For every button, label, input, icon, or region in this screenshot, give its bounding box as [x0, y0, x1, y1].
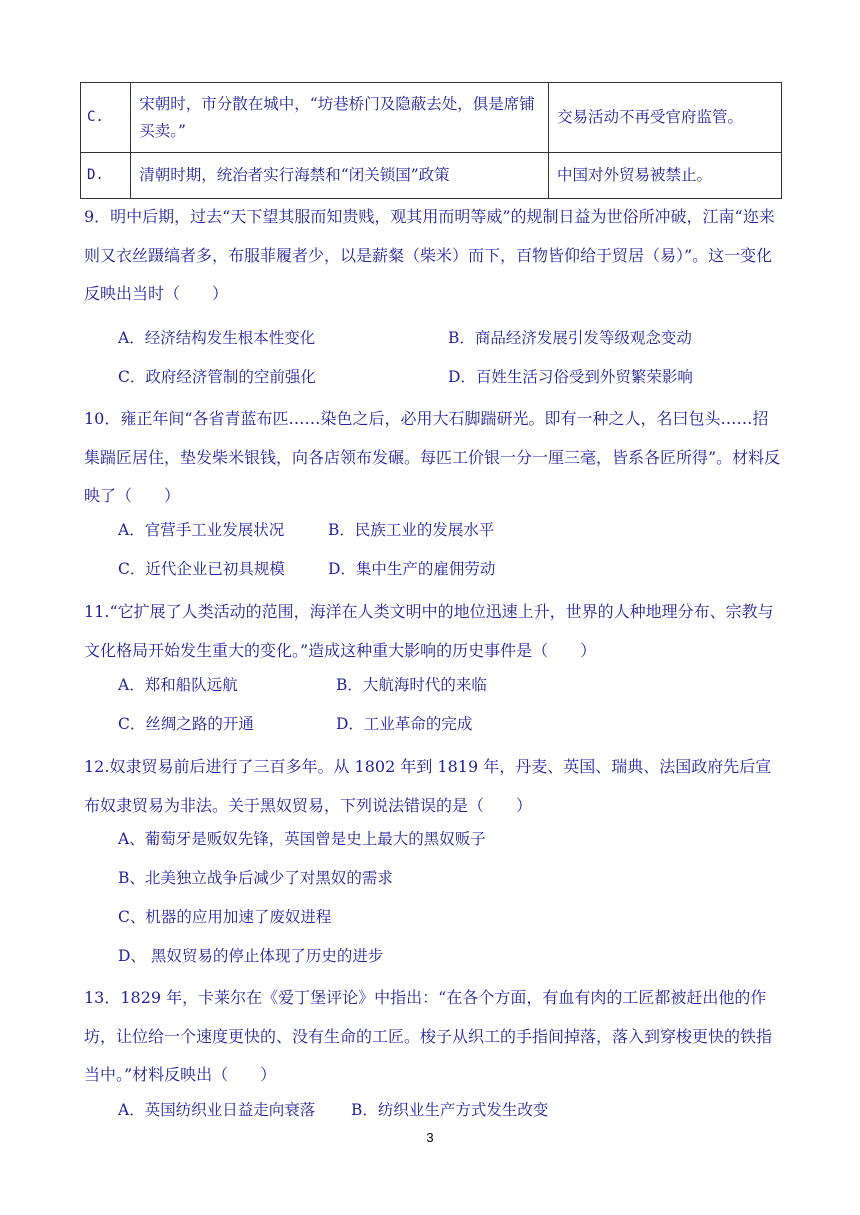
- option-material: 宋朝时，市分散在城中，“坊巷桥门及隐蔽去处，俱是席铺买卖。”: [131, 83, 549, 153]
- table-row: [81, 153, 782, 199]
- question-option: A．经济结构发生根本性变化: [118, 329, 316, 347]
- question-option: B．纺织业生产方式发生改变: [351, 1101, 549, 1119]
- question-option: B．大航海时代的来临: [336, 676, 487, 694]
- question-stem: 13．1829 年，卡莱尔在《爱丁堡评论》中指出：“在各个方面，有血有肉的工匠都被赶出他的作坊，让位给一个速度更快的、没有生命的工匠。梭子从织工的手指间掉落，落入到穿梭更快的铁指当中。”材料反映出（ ）: [84, 988, 773, 1084]
- question-option: D．集中生产的雇佣劳动: [328, 560, 496, 578]
- option-material: 清朝时期，统治者实行海禁和“闭关锁国”政策: [131, 153, 549, 199]
- table-row: [81, 83, 782, 153]
- option-label: D.: [81, 153, 131, 199]
- options-table: [80, 82, 782, 199]
- question-option: D、 黑奴贸易的停止体现了历史的进步: [118, 947, 384, 965]
- question-stem: 9．明中后期，过去“天下望其服而知贵贱，观其用而明等威”的规制日益为世俗所冲破，江南“迩来则又衣丝蹑缟者多，布服菲履者少，以是薪粲（柴米）而下，百物皆仰给于贸居（易）”。这一变化反映出当时（ ）: [84, 207, 775, 303]
- question-option: A．官营手工业发展状况: [118, 521, 285, 539]
- question-option: C、机器的应用加速了废奴进程: [118, 908, 332, 926]
- question-option: A．郑和船队远航: [118, 676, 238, 694]
- page-number: 3: [426, 1130, 434, 1145]
- question-option: D．工业革命的完成: [336, 715, 473, 733]
- option-conclusion: 中国对外贸易被禁止。: [549, 153, 782, 199]
- question-stem: 12.奴隶贸易前后进行了三百多年。从 1802 年到 1819 年，丹麦、英国、瑞典、法国政府先后宣布奴隶贸易为非法。关于黑奴贸易，下列说法错误的是（ ）: [84, 757, 772, 815]
- question-option: C．政府经济管制的空前强化: [118, 368, 316, 386]
- question-option: B．民族工业的发展水平: [328, 521, 495, 539]
- question-option: C．近代企业已初具规模: [118, 560, 285, 578]
- question-option: A、葡萄牙是贩奴先锋，英国曾是史上最大的黑奴贩子: [118, 830, 486, 848]
- option-conclusion: 交易活动不再受官府监管。: [549, 83, 782, 153]
- option-label: C.: [81, 83, 131, 153]
- question-option: C．丝绸之路的开通: [118, 715, 254, 733]
- question-option: D．百姓生活习俗受到外贸繁荣影响: [448, 368, 693, 386]
- question-stem: 11.“它扩展了人类活动的范围，海洋在人类文明中的地位迅速上升，世界的人种地理分布、宗教与文化格局开始发生重大的变化。”造成这种重大影响的历史事件是（ ）: [84, 602, 774, 660]
- question-option: A．英国纺织业日益走向衰落: [118, 1101, 316, 1119]
- question-stem: 10．雍正年间“各省青蓝布匹……染色之后，必用大石脚踹研光。即有一种之人，名曰包头……招集踹匠居住，垫发柴米银钱，向各店领布发碾。每匹工价银一分一厘三毫，皆系各匠所得”。材料反映了（ ）: [84, 409, 781, 505]
- question-option: B、北美独立战争后减少了对黑奴的需求: [118, 869, 393, 887]
- question-option: B．商品经济发展引发等级观念变动: [448, 329, 692, 347]
